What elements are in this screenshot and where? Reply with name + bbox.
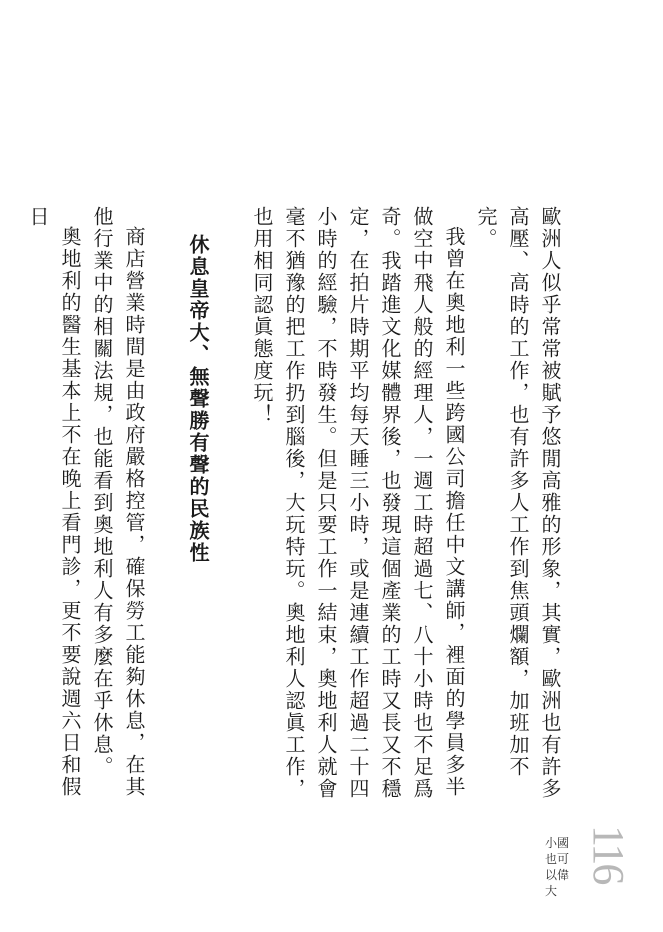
paragraph: 我曾在奧地利一些跨國公司擔任中文講師，裡面的學員多半做空中飛人般的經理人，一週工時超過七、八十小時也不足爲奇。我踏進文化媒體界後，也發現這個產業的工時又長又不穩定，在拍片時期平均每天睡三小時，或是連續工作超過二十四小時的經驗，不時發生。但是只要工作一結束，奧地利人就會毫不猶豫的把工作扔到腦後，大玩特玩。奧地利人認眞工作，也用相同認眞態度玩！ <box>250 206 466 800</box>
page-number: 116 <box>584 825 633 884</box>
paragraph: 歐洲人似乎常常被賦予悠閒高雅的形象，其實，歐洲也有許多高壓、高時的工作，也有許多人工作到焦頭爛額，加班加不完。 <box>474 206 562 800</box>
paragraph: 商店營業時間是由政府嚴格控管，確保勞工能夠休息，在其他行業中的相關法規，也能看到奧地利人有多麼在乎休息。 <box>90 206 146 798</box>
body-text <box>26 206 566 806</box>
paragraph: 奧地利的醫生基本上不在晚上看門診，更不要說週六日和假日 <box>26 206 82 798</box>
section-heading: 休息皇帝大、無聲勝有聲的民族性 <box>186 234 210 564</box>
running-title: 小國也可以偉大 <box>545 836 570 898</box>
